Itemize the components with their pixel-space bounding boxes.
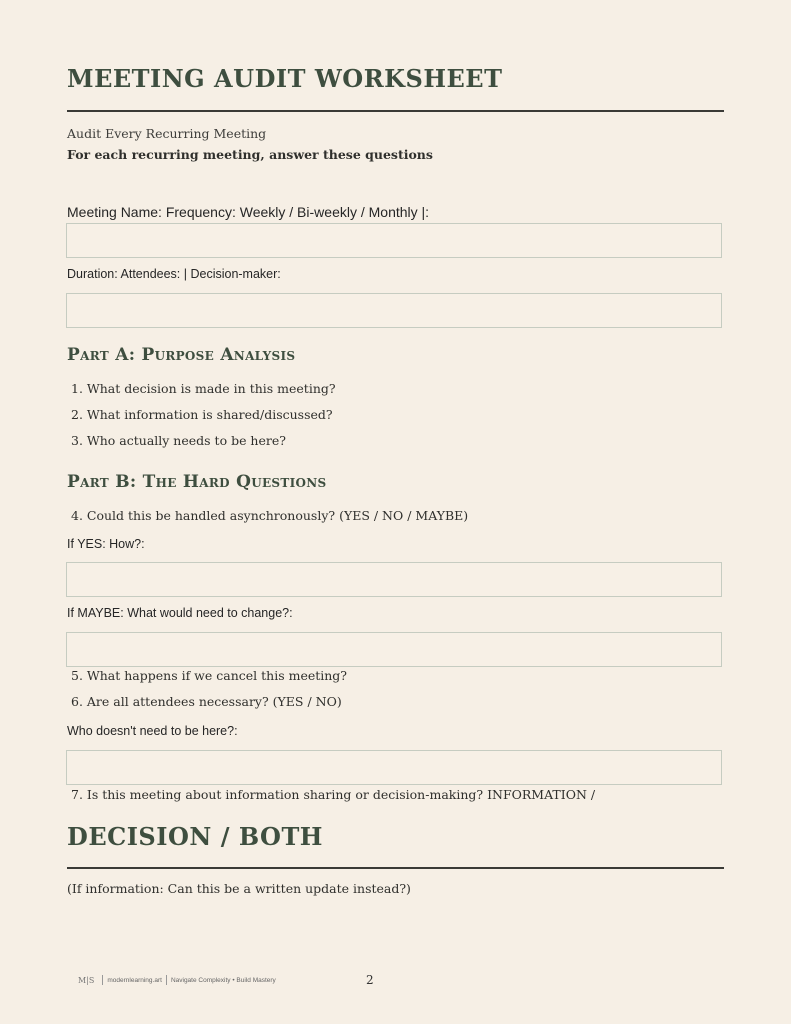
page-number: 2 bbox=[366, 973, 374, 987]
note-text: (If information: Can this be a written update instead?) bbox=[67, 881, 411, 896]
part-a-heading: Part A: Purpose Analysis bbox=[67, 345, 296, 365]
question-6: 6. Are all attendees necessary? (YES / NO) bbox=[71, 694, 342, 709]
question-5: 5. What happens if we cancel this meeting? bbox=[71, 668, 348, 683]
who-label: Who doesn't need to be here?: bbox=[67, 724, 238, 738]
duration-field[interactable] bbox=[66, 293, 722, 328]
question-1: 1. What decision is made in this meeting? bbox=[71, 381, 336, 396]
if-yes-field[interactable] bbox=[66, 562, 722, 597]
page-title: MEETING AUDIT WORKSHEET bbox=[67, 64, 503, 93]
if-maybe-label: If MAYBE: What would need to change?: bbox=[67, 606, 293, 620]
footer-separator bbox=[102, 975, 103, 985]
meeting-name-field[interactable] bbox=[66, 223, 722, 258]
subtitle: Audit Every Recurring Meeting bbox=[67, 126, 267, 141]
meeting-name-label: Meeting Name: Frequency: Weekly / Bi-weekly / Monthly |: bbox=[67, 204, 430, 220]
decision-divider bbox=[67, 867, 724, 869]
instruction: For each recurring meeting, answer these questions bbox=[67, 147, 433, 162]
logo: M|S bbox=[78, 975, 95, 985]
footer bbox=[78, 975, 276, 985]
footer-tagline: Navigate Complexity • Build Mastery bbox=[170, 976, 276, 984]
part-b-heading: Part B: The Hard Questions bbox=[67, 472, 327, 492]
title-divider bbox=[67, 110, 724, 112]
duration-label: Duration: Attendees: | Decision-maker: bbox=[67, 267, 281, 281]
footer-site: modernlearning.art bbox=[107, 976, 162, 984]
if-yes-label: If YES: How?: bbox=[67, 537, 145, 551]
question-4: 4. Could this be handled asynchronously? (YES / NO / MAYBE) bbox=[71, 508, 469, 523]
footer-separator bbox=[166, 975, 167, 985]
if-maybe-field[interactable] bbox=[66, 632, 722, 667]
who-field[interactable] bbox=[66, 750, 722, 785]
decision-heading: DECISION / BOTH bbox=[67, 822, 323, 851]
question-2: 2. What information is shared/discussed? bbox=[71, 407, 333, 422]
question-3: 3. Who actually needs to be here? bbox=[71, 433, 286, 448]
question-7: 7. Is this meeting about information sharing or decision-making? INFORMATION / bbox=[71, 787, 596, 802]
